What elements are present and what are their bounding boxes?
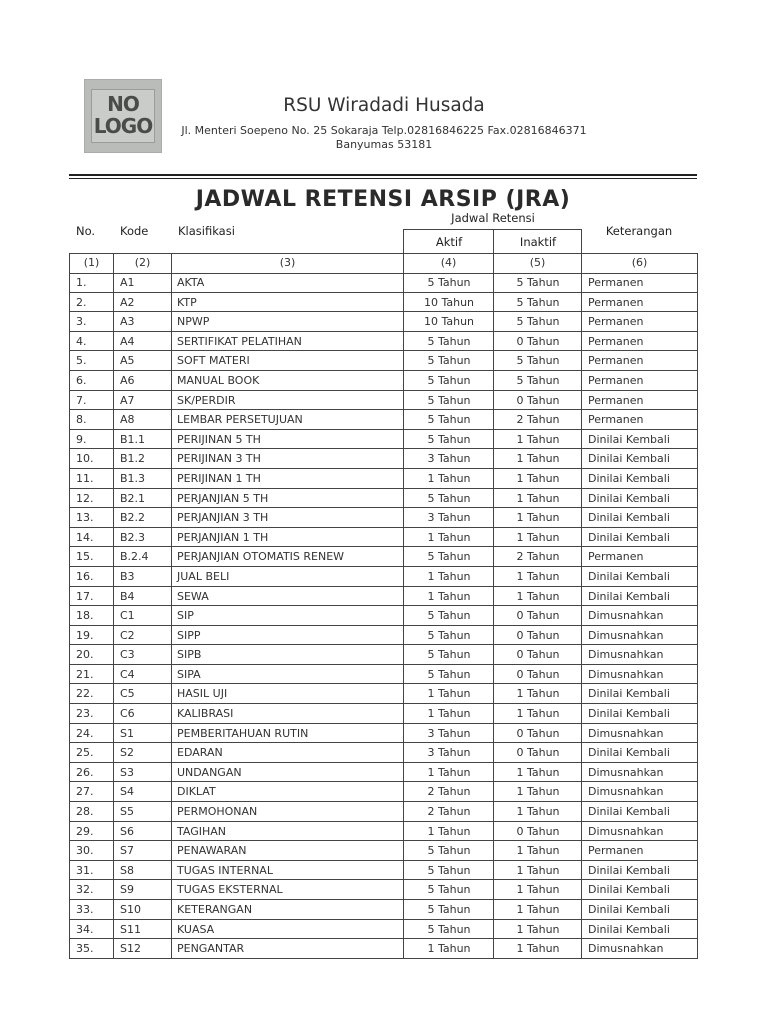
row-inaktif: 0 Tahun bbox=[516, 667, 560, 681]
row-kode: S4 bbox=[120, 785, 134, 799]
row-number: 25. bbox=[76, 746, 94, 760]
row-keterangan: Dinilai Kembali bbox=[588, 805, 670, 819]
row-inaktif: 1 Tahun bbox=[516, 687, 560, 701]
column-header-kode: Kode bbox=[120, 224, 149, 238]
table-row bbox=[70, 489, 697, 509]
table-row bbox=[70, 900, 697, 920]
row-number: 9. bbox=[76, 432, 87, 446]
row-kode: C1 bbox=[120, 609, 135, 623]
row-number: 5. bbox=[76, 354, 87, 368]
row-klasifikasi: SK/PERDIR bbox=[177, 393, 236, 407]
row-kode: S1 bbox=[120, 726, 134, 740]
row-kode: S2 bbox=[120, 746, 134, 760]
row-keterangan: Dinilai Kembali bbox=[588, 511, 670, 525]
table-row bbox=[70, 861, 697, 881]
row-kode: C3 bbox=[120, 648, 135, 662]
row-kode: C5 bbox=[120, 687, 135, 701]
row-keterangan: Permanen bbox=[588, 354, 644, 368]
row-klasifikasi: DIKLAT bbox=[177, 785, 216, 799]
row-kode: B1.1 bbox=[120, 432, 146, 446]
row-inaktif: 1 Tahun bbox=[516, 707, 560, 721]
row-inaktif: 1 Tahun bbox=[516, 942, 560, 956]
row-inaktif: 0 Tahun bbox=[516, 609, 560, 623]
row-aktif: 1 Tahun bbox=[427, 765, 471, 779]
row-kode: S12 bbox=[120, 942, 141, 956]
row-aktif: 3 Tahun bbox=[427, 746, 471, 760]
row-kode: A4 bbox=[120, 334, 135, 348]
row-kode: B2.1 bbox=[120, 491, 146, 505]
table-row bbox=[70, 939, 697, 959]
row-aktif: 10 Tahun bbox=[423, 315, 475, 329]
row-klasifikasi: TUGAS INTERNAL bbox=[177, 863, 273, 877]
row-number: 14. bbox=[76, 530, 94, 544]
row-kode: B2.2 bbox=[120, 511, 146, 525]
address-line-1: Jl. Menteri Soepeno No. 25 Sokaraja Telp.02816846225 Fax.02816846371 bbox=[181, 124, 587, 137]
row-keterangan: Permanen bbox=[588, 550, 644, 564]
row-kode: S3 bbox=[120, 765, 134, 779]
row-keterangan: Dimusnahkan bbox=[588, 942, 664, 956]
row-number: 23. bbox=[76, 707, 94, 721]
table-row bbox=[70, 273, 697, 293]
column-number-4: (4) bbox=[440, 256, 457, 269]
row-kode: A3 bbox=[120, 315, 135, 329]
row-aktif: 5 Tahun bbox=[427, 863, 471, 877]
table-row bbox=[70, 312, 697, 332]
row-aktif: 5 Tahun bbox=[427, 667, 471, 681]
row-inaktif: 1 Tahun bbox=[516, 452, 560, 466]
row-inaktif: 1 Tahun bbox=[516, 844, 560, 858]
row-number: 24. bbox=[76, 726, 94, 740]
row-klasifikasi: KETERANGAN bbox=[177, 903, 253, 916]
row-inaktif: 1 Tahun bbox=[516, 569, 560, 583]
row-kode: S5 bbox=[120, 805, 134, 819]
row-aktif: 5 Tahun bbox=[427, 883, 471, 897]
row-keterangan: Dinilai Kembali bbox=[588, 883, 670, 897]
row-number: 28. bbox=[76, 805, 94, 819]
row-number: 19. bbox=[76, 628, 94, 642]
table-row bbox=[70, 567, 697, 587]
row-keterangan: Dimusnahkan bbox=[588, 628, 664, 642]
row-keterangan: Dimusnahkan bbox=[588, 609, 664, 623]
organization-name: RSU Wiradadi Husada bbox=[283, 95, 485, 116]
row-aktif: 1 Tahun bbox=[427, 569, 471, 583]
row-klasifikasi: UNDANGAN bbox=[177, 765, 242, 779]
row-keterangan: Dinilai Kembali bbox=[588, 491, 670, 505]
row-keterangan: Dimusnahkan bbox=[588, 765, 664, 779]
row-klasifikasi: PERMOHONAN bbox=[177, 805, 258, 819]
row-number: 15. bbox=[76, 550, 94, 564]
row-number: 11. bbox=[76, 471, 94, 485]
row-klasifikasi: SEWA bbox=[177, 589, 209, 603]
divider-right-numrow bbox=[697, 253, 698, 273]
row-number: 18. bbox=[76, 609, 94, 623]
row-aktif: 5 Tahun bbox=[427, 432, 471, 446]
row-klasifikasi: KTP bbox=[177, 295, 197, 309]
row-keterangan: Dinilai Kembali bbox=[588, 903, 670, 916]
row-inaktif: 1 Tahun bbox=[516, 471, 560, 485]
row-inaktif: 0 Tahun bbox=[516, 334, 560, 348]
table-row bbox=[70, 782, 697, 802]
table-row bbox=[70, 665, 697, 685]
row-keterangan: Dimusnahkan bbox=[588, 667, 664, 681]
row-aktif: 1 Tahun bbox=[427, 530, 471, 544]
table-row bbox=[70, 508, 697, 528]
row-kode: A7 bbox=[120, 393, 135, 407]
table-row bbox=[70, 704, 697, 724]
row-number: 2. bbox=[76, 295, 87, 309]
row-inaktif: 5 Tahun bbox=[516, 354, 560, 368]
row-keterangan: Dinilai Kembali bbox=[588, 471, 670, 485]
table-row bbox=[70, 841, 697, 861]
row-inaktif: 1 Tahun bbox=[516, 922, 560, 936]
row-keterangan: Dinilai Kembali bbox=[588, 589, 670, 603]
row-number: 16. bbox=[76, 569, 94, 583]
row-aktif: 5 Tahun bbox=[427, 903, 471, 916]
table-row bbox=[70, 351, 697, 371]
row-aktif: 5 Tahun bbox=[427, 550, 471, 564]
row-kode: C6 bbox=[120, 707, 135, 721]
row-kode: B1.2 bbox=[120, 452, 146, 466]
row-number: 1. bbox=[76, 276, 87, 289]
row-inaktif: 0 Tahun bbox=[516, 726, 560, 740]
table-row bbox=[70, 469, 697, 489]
row-klasifikasi: SOFT MATERI bbox=[177, 354, 250, 368]
row-aktif: 2 Tahun bbox=[427, 785, 471, 799]
table-row bbox=[70, 724, 697, 744]
row-aktif: 5 Tahun bbox=[427, 334, 471, 348]
row-inaktif: 1 Tahun bbox=[516, 785, 560, 799]
table-row bbox=[70, 371, 697, 391]
table-row bbox=[70, 880, 697, 900]
row-inaktif: 0 Tahun bbox=[516, 746, 560, 760]
table-row bbox=[70, 391, 697, 411]
row-klasifikasi: LEMBAR PERSETUJUAN bbox=[177, 413, 303, 427]
row-aktif: 1 Tahun bbox=[427, 589, 471, 603]
row-inaktif: 5 Tahun bbox=[516, 373, 560, 387]
column-number-5: (5) bbox=[529, 256, 546, 269]
row-keterangan: Permanen bbox=[588, 844, 644, 858]
row-kode: B3 bbox=[120, 569, 135, 583]
table-row bbox=[70, 449, 697, 469]
row-keterangan: Dinilai Kembali bbox=[588, 863, 670, 877]
row-klasifikasi: PENGANTAR bbox=[177, 942, 245, 956]
row-klasifikasi: PERJANJIAN 3 TH bbox=[177, 511, 269, 525]
table-row bbox=[70, 743, 697, 763]
row-klasifikasi: SIPB bbox=[177, 648, 202, 662]
row-number: 27. bbox=[76, 785, 94, 799]
row-klasifikasi: TUGAS EKSTERNAL bbox=[177, 883, 283, 897]
row-inaktif: 2 Tahun bbox=[516, 413, 560, 427]
row-keterangan: Dimusnahkan bbox=[588, 785, 664, 799]
table-body bbox=[70, 273, 697, 959]
row-aktif: 5 Tahun bbox=[427, 393, 471, 407]
row-aktif: 5 Tahun bbox=[427, 354, 471, 368]
logo-text-line2: LOGO bbox=[93, 114, 153, 138]
row-klasifikasi: PERIJINAN 5 TH bbox=[177, 432, 261, 446]
row-number: 8. bbox=[76, 413, 87, 427]
logo-text-line1: NO bbox=[107, 92, 139, 116]
column-header-klasifikasi: Klasifikasi bbox=[178, 224, 235, 238]
no-logo-placeholder bbox=[84, 79, 162, 153]
column-number-2: (2) bbox=[134, 256, 151, 269]
row-klasifikasi: SIPP bbox=[177, 628, 201, 642]
row-keterangan: Permanen bbox=[588, 295, 644, 309]
column-header-keterangan: Keterangan bbox=[605, 224, 673, 238]
row-kode: S8 bbox=[120, 863, 134, 877]
row-inaktif: 1 Tahun bbox=[516, 883, 560, 897]
column-header-inaktif: Inaktif bbox=[519, 235, 557, 249]
row-inaktif: 1 Tahun bbox=[516, 491, 560, 505]
row-keterangan: Dinilai Kembali bbox=[588, 687, 670, 701]
row-klasifikasi: TAGIHAN bbox=[177, 824, 226, 838]
row-inaktif: 0 Tahun bbox=[516, 628, 560, 642]
row-kode: B.2.4 bbox=[120, 550, 149, 564]
row-number: 6. bbox=[76, 373, 87, 387]
row-keterangan: Dinilai Kembali bbox=[588, 452, 670, 466]
row-kode: B4 bbox=[120, 589, 135, 603]
row-klasifikasi: PERJANJIAN 5 TH bbox=[177, 491, 269, 505]
table-row bbox=[70, 822, 697, 842]
row-klasifikasi: AKTA bbox=[177, 276, 205, 289]
row-keterangan: Permanen bbox=[588, 413, 644, 427]
row-number: 12. bbox=[76, 491, 94, 505]
table-row bbox=[70, 763, 697, 783]
table-row bbox=[70, 528, 697, 548]
row-keterangan: Permanen bbox=[588, 334, 644, 348]
row-keterangan: Dinilai Kembali bbox=[588, 922, 670, 936]
row-number: 29. bbox=[76, 824, 94, 838]
row-number: 7. bbox=[76, 393, 87, 407]
row-keterangan: Dinilai Kembali bbox=[588, 707, 670, 721]
row-kode: A2 bbox=[120, 295, 135, 309]
column-number-6: (6) bbox=[631, 256, 648, 269]
row-number: 26. bbox=[76, 765, 94, 779]
row-aktif: 3 Tahun bbox=[427, 511, 471, 525]
address-line-2: Banyumas 53181 bbox=[335, 138, 433, 151]
row-aktif: 5 Tahun bbox=[427, 413, 471, 427]
table-right-border bbox=[697, 273, 698, 959]
row-number: 3. bbox=[76, 315, 87, 329]
document-title: JADWAL RETENSI ARSIP (JRA) bbox=[195, 187, 571, 212]
row-aktif: 5 Tahun bbox=[427, 844, 471, 858]
row-kode: A8 bbox=[120, 413, 135, 427]
row-keterangan: Dinilai Kembali bbox=[588, 569, 670, 583]
row-inaktif: 1 Tahun bbox=[516, 903, 560, 916]
row-kode: A1 bbox=[120, 276, 135, 289]
row-klasifikasi: HASIL UJI bbox=[177, 687, 228, 701]
column-number-1: (1) bbox=[83, 256, 100, 269]
table-row bbox=[70, 410, 697, 430]
row-kode: S10 bbox=[120, 903, 141, 916]
row-kode: A6 bbox=[120, 373, 135, 387]
row-number: 21. bbox=[76, 667, 94, 681]
row-aktif: 3 Tahun bbox=[427, 726, 471, 740]
table-row bbox=[70, 606, 697, 626]
row-aktif: 5 Tahun bbox=[427, 491, 471, 505]
row-klasifikasi: JUAL BELI bbox=[177, 569, 230, 583]
row-aktif: 1 Tahun bbox=[427, 824, 471, 838]
row-inaktif: 1 Tahun bbox=[516, 530, 560, 544]
row-number: 17. bbox=[76, 589, 94, 603]
header-bottom-line bbox=[69, 253, 697, 254]
row-inaktif: 5 Tahun bbox=[516, 276, 560, 289]
row-klasifikasi: PERJANJIAN 1 TH bbox=[177, 530, 269, 544]
row-klasifikasi: NPWP bbox=[177, 315, 210, 329]
table-row bbox=[70, 684, 697, 704]
row-keterangan: Dimusnahkan bbox=[588, 648, 664, 662]
row-inaktif: 1 Tahun bbox=[516, 805, 560, 819]
column-header-no: No. bbox=[76, 224, 96, 238]
row-klasifikasi: PERIJINAN 1 TH bbox=[177, 471, 261, 485]
row-inaktif: 0 Tahun bbox=[516, 824, 560, 838]
row-klasifikasi: EDARAN bbox=[177, 746, 223, 760]
row-kode: S7 bbox=[120, 844, 134, 858]
row-aktif: 5 Tahun bbox=[427, 648, 471, 662]
row-number: 32. bbox=[76, 883, 94, 897]
row-aktif: 5 Tahun bbox=[427, 276, 471, 289]
table-row bbox=[70, 626, 697, 646]
header-rule-thick bbox=[69, 174, 697, 176]
row-kode: S9 bbox=[120, 883, 134, 897]
row-number: 4. bbox=[76, 334, 87, 348]
row-kode: C4 bbox=[120, 667, 135, 681]
row-klasifikasi: MANUAL BOOK bbox=[177, 373, 260, 387]
table-row bbox=[70, 587, 697, 607]
row-number: 35. bbox=[76, 942, 94, 956]
row-inaktif: 1 Tahun bbox=[516, 765, 560, 779]
row-aktif: 1 Tahun bbox=[427, 471, 471, 485]
table-row bbox=[70, 547, 697, 567]
row-klasifikasi: PERIJINAN 3 TH bbox=[177, 452, 261, 466]
row-klasifikasi: SIPA bbox=[177, 667, 201, 681]
row-aktif: 3 Tahun bbox=[427, 452, 471, 466]
row-number: 33. bbox=[76, 903, 94, 916]
table-row bbox=[70, 920, 697, 940]
table-row bbox=[70, 645, 697, 665]
row-inaktif: 5 Tahun bbox=[516, 295, 560, 309]
row-klasifikasi: SERTIFIKAT PELATIHAN bbox=[177, 334, 302, 348]
row-number: 22. bbox=[76, 687, 94, 701]
row-keterangan: Permanen bbox=[588, 276, 644, 289]
row-divider bbox=[69, 958, 697, 959]
row-klasifikasi: PERJANJIAN OTOMATIS RENEW bbox=[177, 550, 345, 564]
row-number: 20. bbox=[76, 648, 94, 662]
row-keterangan: Dimusnahkan bbox=[588, 726, 664, 740]
column-header-jadwal-retensi: Jadwal Retensi bbox=[451, 211, 535, 225]
row-aktif: 1 Tahun bbox=[427, 942, 471, 956]
table-row bbox=[70, 802, 697, 822]
row-number: 34. bbox=[76, 922, 94, 936]
row-aktif: 5 Tahun bbox=[427, 609, 471, 623]
row-aktif: 10 Tahun bbox=[423, 295, 475, 309]
row-kode: C2 bbox=[120, 628, 135, 642]
row-aktif: 1 Tahun bbox=[427, 687, 471, 701]
row-aktif: 1 Tahun bbox=[427, 707, 471, 721]
column-number-3: (3) bbox=[279, 256, 296, 269]
row-klasifikasi: KUASA bbox=[177, 922, 215, 936]
row-klasifikasi: KALIBRASI bbox=[177, 707, 234, 721]
row-aktif: 5 Tahun bbox=[427, 922, 471, 936]
row-inaktif: 1 Tahun bbox=[516, 863, 560, 877]
row-inaktif: 0 Tahun bbox=[516, 648, 560, 662]
row-keterangan: Dinilai Kembali bbox=[588, 530, 670, 544]
row-keterangan: Dinilai Kembali bbox=[588, 432, 670, 446]
table-row bbox=[70, 430, 697, 450]
row-number: 30. bbox=[76, 844, 94, 858]
row-kode: S11 bbox=[120, 922, 141, 936]
row-kode: S6 bbox=[120, 824, 134, 838]
row-inaktif: 0 Tahun bbox=[516, 393, 560, 407]
row-kode: B1.3 bbox=[120, 471, 146, 485]
row-number: 13. bbox=[76, 511, 94, 525]
table-row bbox=[70, 332, 697, 352]
row-aktif: 2 Tahun bbox=[427, 805, 471, 819]
row-keterangan: Permanen bbox=[588, 373, 644, 387]
row-number: 31. bbox=[76, 863, 94, 877]
row-klasifikasi: SIP bbox=[177, 609, 194, 623]
row-keterangan: Dinilai Kembali bbox=[588, 746, 670, 760]
row-inaktif: 2 Tahun bbox=[516, 550, 560, 564]
row-klasifikasi: PENAWARAN bbox=[177, 844, 247, 858]
row-keterangan: Permanen bbox=[588, 315, 644, 329]
row-klasifikasi: PEMBERITAHUAN RUTIN bbox=[177, 726, 309, 740]
row-aktif: 5 Tahun bbox=[427, 628, 471, 642]
row-aktif: 5 Tahun bbox=[427, 373, 471, 387]
column-header-aktif: Aktif bbox=[435, 235, 463, 249]
row-inaktif: 1 Tahun bbox=[516, 511, 560, 525]
header-rule-thin bbox=[69, 178, 697, 179]
row-keterangan: Dimusnahkan bbox=[588, 824, 664, 838]
row-kode: A5 bbox=[120, 354, 135, 368]
logo-plate bbox=[91, 89, 155, 143]
table-row bbox=[70, 293, 697, 313]
row-inaktif: 1 Tahun bbox=[516, 432, 560, 446]
row-number: 10. bbox=[76, 452, 94, 466]
row-inaktif: 5 Tahun bbox=[516, 315, 560, 329]
row-kode: B2.3 bbox=[120, 530, 146, 544]
row-keterangan: Permanen bbox=[588, 393, 644, 407]
row-inaktif: 1 Tahun bbox=[516, 589, 560, 603]
